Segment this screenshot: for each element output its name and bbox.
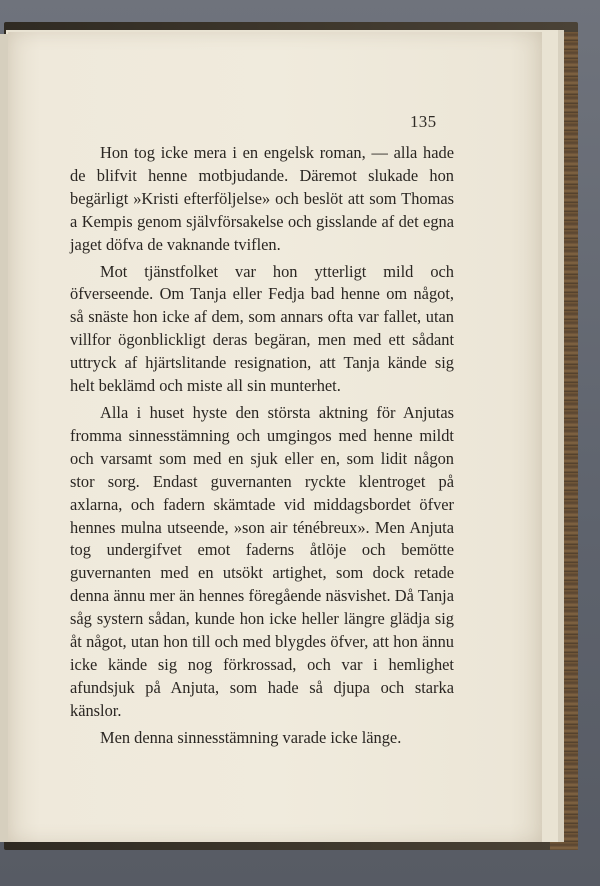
paragraph-2: Mot tjänstfolket var hon ytterligt mild och öfverseende. Om Tanja eller Fedja bad henne om något, så snäste hon icke af dem, som annars ofta var fallet, utan villfor ögonblickligt deras begäran, men med ett sådant uttryck af hjärtslitande resignation, att Tanja kände sig helt beklämd och miste all sin munterhet. [70,261,454,396]
paragraph-4: Men denna sinnesstämning varade icke länge. [100,727,402,747]
book-page [8,32,542,842]
paragraph-1: Hon tog icke mera i en engelsk roman, — alla hade de blifvit henne motbjudande. Däremot slukade hon begärligt »Kristi efterföljelse» och beslöt att som Thomas a Kempis genom självförsakelse och gisslande af det egna jaget döfva de vaknande tviflen. [70,143,454,254]
page-text [70,142,454,750]
paragraph-3: Alla i huset hyste den största aktning för Anjutas fromma sinnesstämning och umgingos med henne mildt och varsamt som med en sjuk eller en, som lidit någon stor sorg. Endast guvernanten ryckte klentroget på axlarna, och fadern skämtade vid middagsbordet öfver hennes mulna utseende, »son air ténébreux». Men Anjuta tog undergifvet emot faderns åtlöje och bemötte guvernanten med en utsökt artighet, som dock retade denna ännu mer än hennes föregående näsvishet. Då Tanja såg systern sådan, kunde hon icke heller längre glädja sig åt något, utan hon till och med blygdes öfver, att hon ännu icke kände sig nog förkrossad, och var i hemlighet afundsjuk på Anjuta, som hade så djupa och starka känslor. [70,402,454,720]
page-number: 135 [410,112,437,131]
